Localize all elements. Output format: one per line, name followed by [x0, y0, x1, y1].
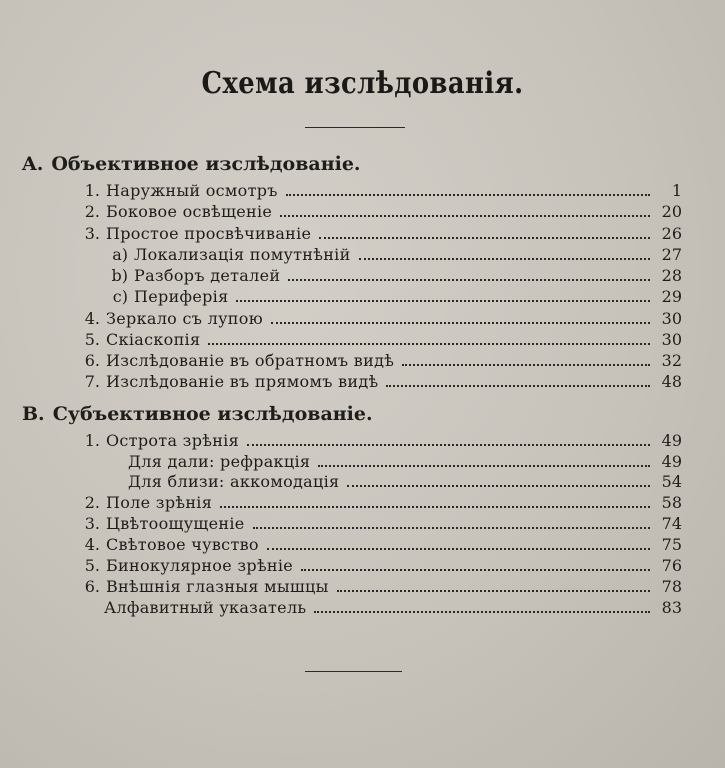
toc-entry-number: 3.: [84, 224, 100, 243]
toc-entry-a4[interactable]: [76, 309, 682, 329]
toc-leader-dots: [301, 565, 650, 571]
toc-entry-number: a): [112, 245, 128, 264]
toc-entry-number: 6.: [84, 577, 100, 596]
toc-entry-page: 49: [661, 431, 682, 450]
toc-entry-page: 30: [661, 309, 682, 328]
toc-entry-label: Цвѣтоощущеніе: [106, 514, 245, 533]
toc-leader-dots: [271, 318, 650, 324]
toc-entry-a3c[interactable]: [104, 287, 682, 307]
toc-entry-page: 20: [661, 202, 682, 221]
section-b-heading: [22, 403, 373, 425]
toc-leader-dots: [208, 339, 650, 345]
toc-entry-label: Острота зрѣнія: [106, 431, 239, 450]
toc-entry-number: 4.: [84, 309, 100, 328]
toc-leader-dots: [314, 607, 650, 613]
toc-entry-page: 49: [661, 452, 682, 471]
bottom-divider: [305, 671, 402, 672]
toc-entry-b1-near[interactable]: [128, 472, 682, 492]
toc-entry-number: 3.: [84, 514, 100, 533]
toc-leader-dots: [236, 296, 650, 302]
toc-entry-b5[interactable]: [76, 556, 682, 576]
section-a-letter: A.: [22, 153, 44, 175]
toc-entry-label: Для близи: аккомодація: [128, 472, 340, 491]
toc-entry-number: 1.: [84, 431, 100, 450]
toc-entry-label: Наружный осмотръ: [106, 181, 278, 200]
toc-leader-dots: [359, 254, 650, 260]
toc-entry-number: 4.: [84, 535, 100, 554]
toc-entry-number: c): [112, 287, 128, 306]
section-b-letter: B.: [22, 403, 45, 425]
toc-entry-number: 7.: [84, 372, 100, 391]
toc-entry-b3[interactable]: [76, 514, 682, 534]
toc-entry-page: 48: [661, 372, 682, 391]
toc-entry-label: Изслѣдованіе въ обратномъ видѣ: [106, 351, 395, 370]
toc-entry-page: 27: [661, 245, 682, 264]
toc-entry-label: Разборъ деталей: [134, 266, 281, 285]
toc-entry-number: 5.: [84, 330, 100, 349]
toc-entry-page: 28: [661, 266, 682, 285]
toc-entry-number: b): [111, 266, 128, 285]
toc-entry-label: Простое просвѣчиваніе: [106, 224, 312, 243]
toc-entry-number: 5.: [84, 556, 100, 575]
toc-entry-page: 83: [661, 598, 682, 617]
toc-entry-label: Локализація помутнѣній: [134, 245, 351, 264]
toc-entry-a3[interactable]: [76, 224, 682, 244]
toc-entry-label: Изслѣдованіе въ прямомъ видѣ: [106, 372, 379, 391]
toc-entry-a3a[interactable]: [104, 245, 682, 265]
toc-leader-dots: [253, 523, 650, 529]
toc-entry-page: 54: [661, 472, 682, 491]
toc-entry-number: 2.: [84, 493, 100, 512]
toc-entry-label: Бинокулярное зрѣніе: [106, 556, 294, 575]
toc-entry-label: Алфавитный указатель: [104, 598, 307, 617]
toc-leader-dots: [386, 381, 650, 387]
title-divider: [305, 127, 405, 128]
toc-leader-dots: [280, 211, 650, 217]
toc-entry-a7[interactable]: [76, 372, 682, 392]
toc-entry-number: 1.: [84, 181, 100, 200]
toc-entry-page: 78: [661, 577, 682, 596]
toc-leader-dots: [220, 502, 650, 508]
section-a-title: Объективное изслѣдованіе.: [51, 153, 361, 175]
toc-entry-label: Для дали: рефракція: [128, 452, 311, 471]
toc-entry-a2[interactable]: [76, 202, 682, 222]
toc-entry-label: Зеркало съ лупою: [106, 309, 263, 328]
toc-leader-dots: [347, 481, 650, 487]
section-a-heading: [22, 153, 361, 175]
toc-entry-page: 58: [661, 493, 682, 512]
toc-entry-b6[interactable]: [76, 577, 682, 597]
toc-entry-page: 1: [671, 181, 682, 200]
toc-entry-page: 32: [661, 351, 682, 370]
toc-entry-label: Свѣтовое чувство: [106, 535, 259, 554]
toc-leader-dots: [319, 233, 650, 239]
toc-entry-a1[interactable]: [76, 181, 682, 201]
toc-entry-a3b[interactable]: [104, 266, 682, 286]
toc-entry-page: 76: [661, 556, 682, 575]
toc-entry-b2[interactable]: [76, 493, 682, 513]
toc-entry-label: Периферія: [134, 287, 229, 306]
toc-entry-a6[interactable]: [76, 351, 682, 371]
toc-entry-index[interactable]: [104, 598, 682, 618]
toc-leader-dots: [267, 544, 650, 550]
toc-entry-page: 75: [661, 535, 682, 554]
toc-leader-dots: [318, 461, 650, 467]
toc-leader-dots: [286, 190, 650, 196]
toc-leader-dots: [288, 275, 650, 281]
toc-entry-page: 26: [661, 224, 682, 243]
page-title: Схема изслѣдованія.: [201, 66, 524, 101]
toc-entry-page: 74: [661, 514, 682, 533]
toc-entry-page: 30: [661, 330, 682, 349]
toc-entry-label: Скіаскопія: [106, 330, 201, 349]
toc-entry-page: 29: [661, 287, 682, 306]
toc-entry-number: 2.: [84, 202, 100, 221]
toc-entry-a5[interactable]: [76, 330, 682, 350]
toc-leader-dots: [247, 440, 650, 446]
toc-entry-label: Внѣшнія глазныя мышцы: [106, 577, 329, 596]
toc-entry-number: 6.: [84, 351, 100, 370]
toc-leader-dots: [337, 586, 650, 592]
section-b-title: Субъективное изслѣдованіе.: [52, 403, 373, 425]
toc-entry-label: Поле зрѣнія: [106, 493, 213, 512]
toc-entry-label: Боковое освѣщеніе: [106, 202, 273, 221]
toc-entry-b1[interactable]: [76, 431, 682, 451]
toc-leader-dots: [402, 360, 650, 366]
toc-entry-b1-far[interactable]: [128, 452, 682, 472]
toc-entry-b4[interactable]: [76, 535, 682, 555]
